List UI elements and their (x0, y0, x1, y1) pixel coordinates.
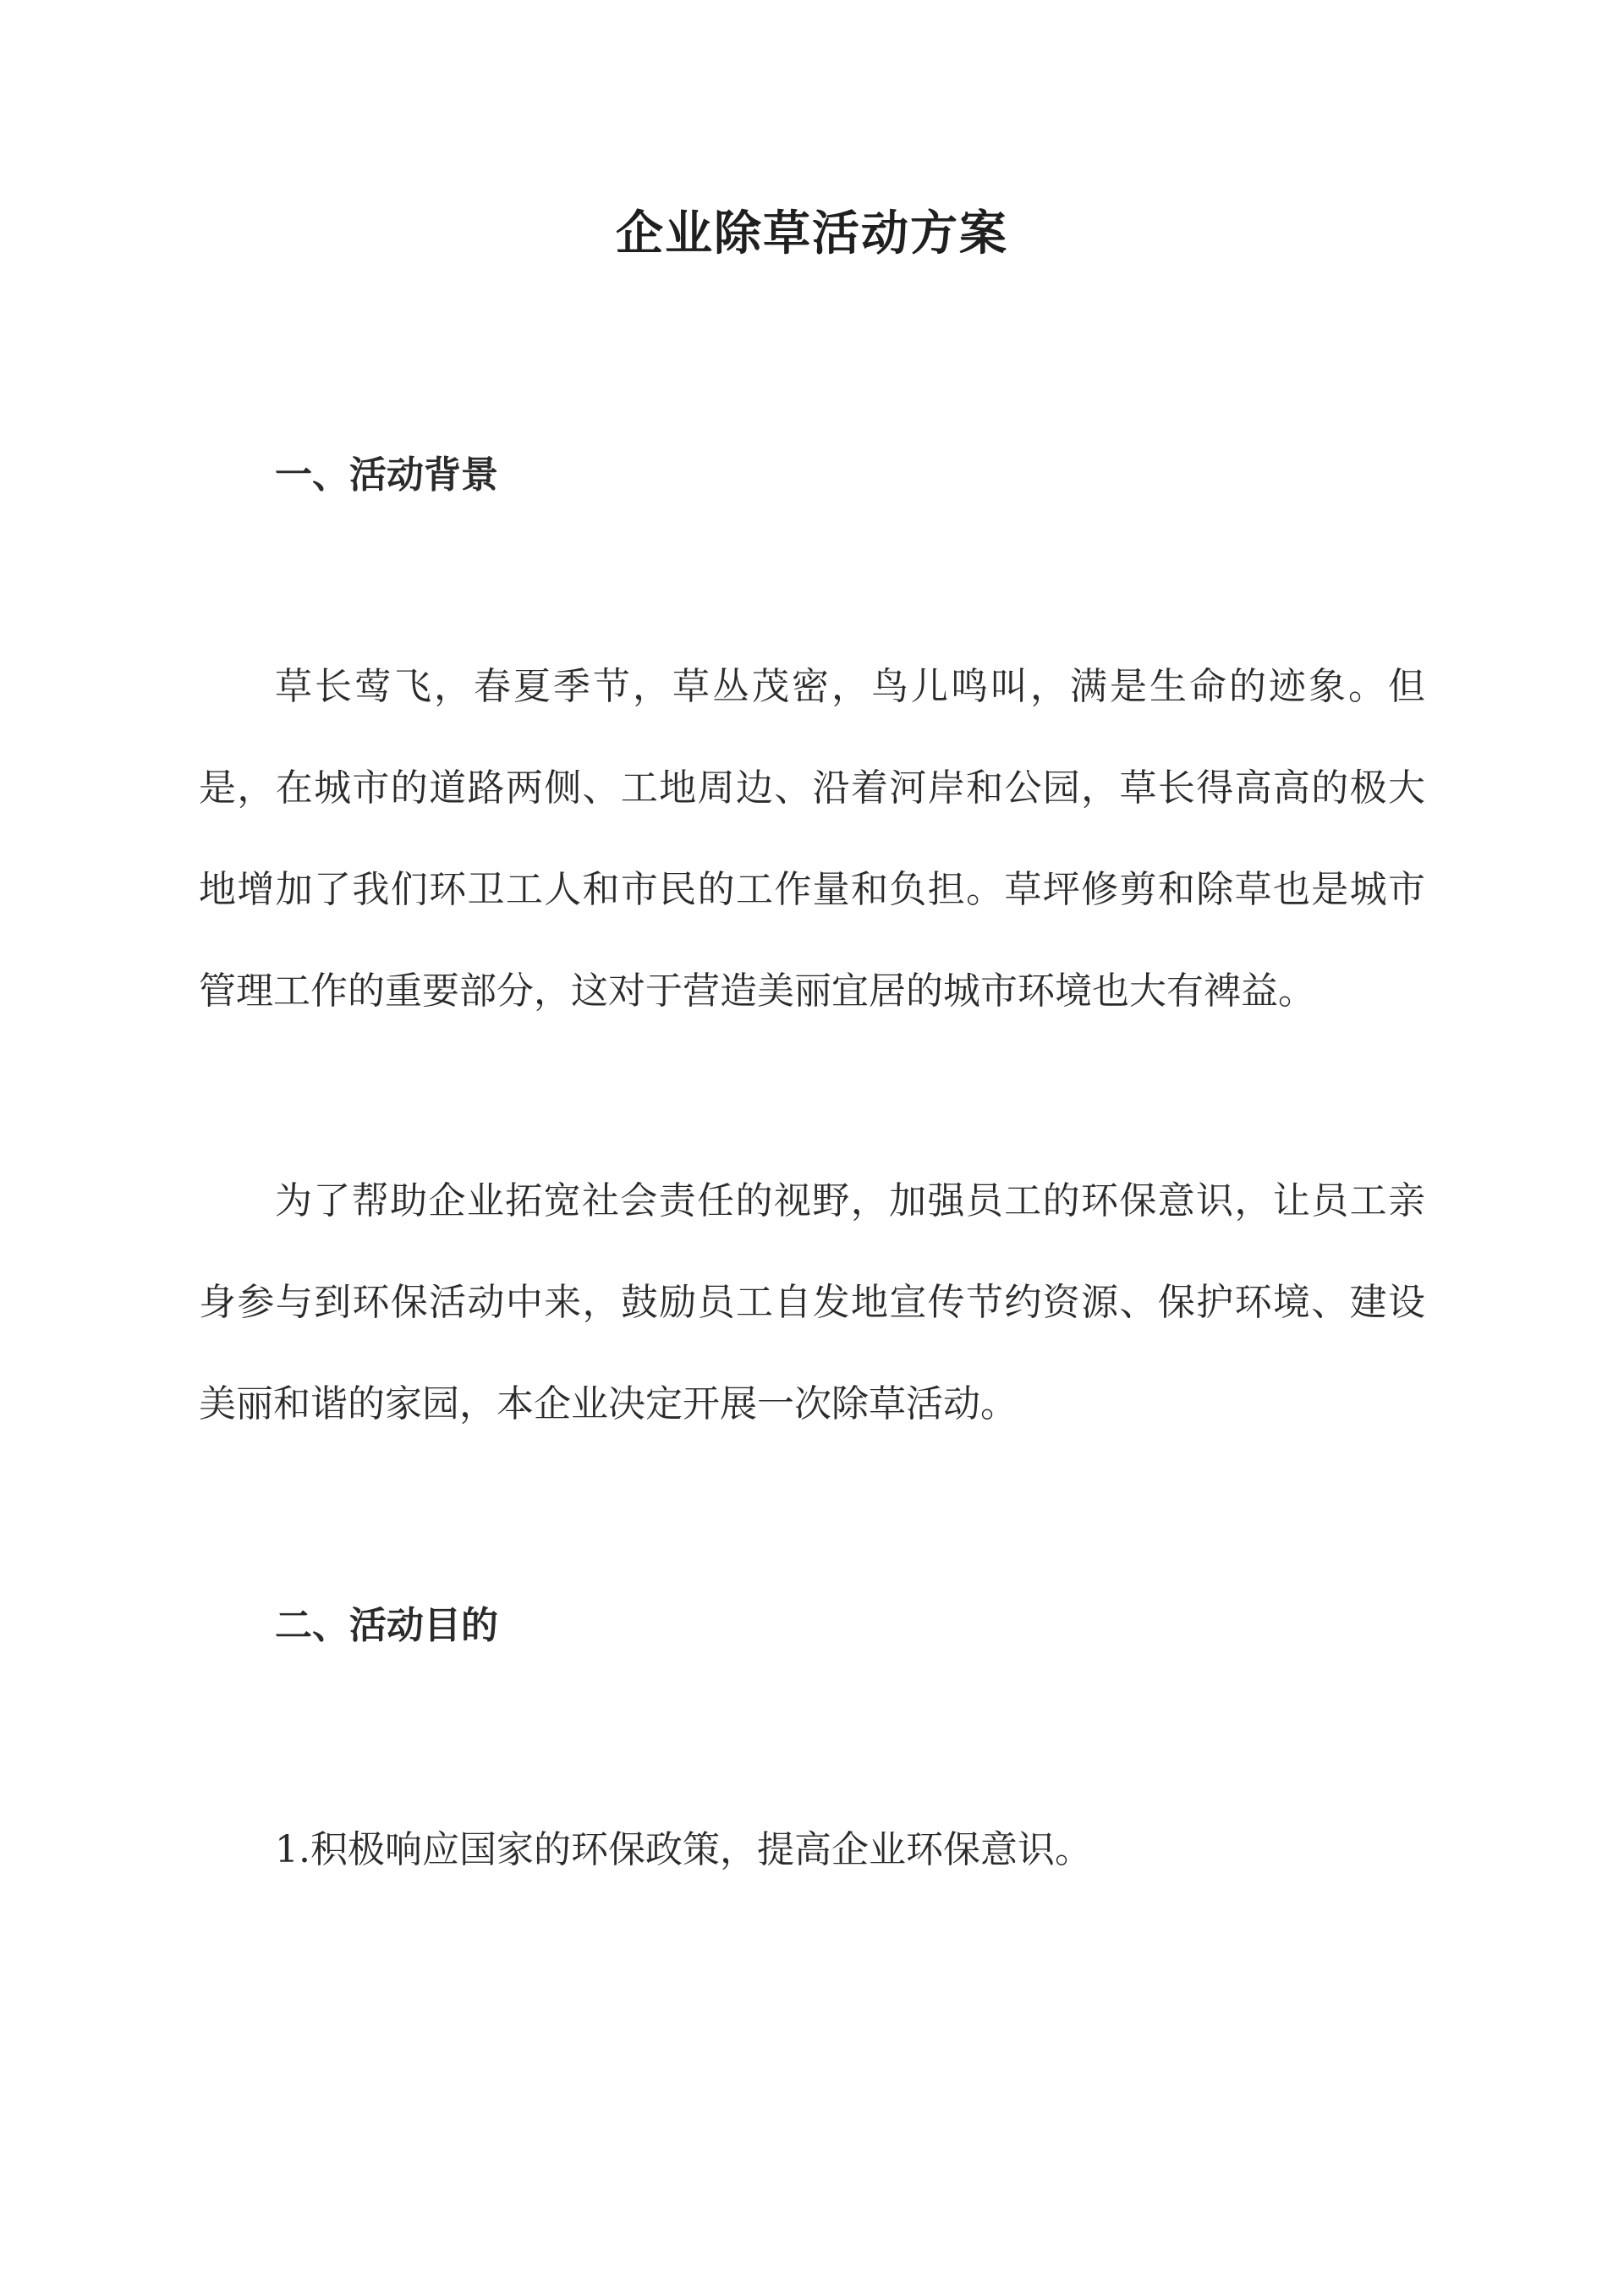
section-heading-purpose: 二、活动目的 (275, 1604, 498, 1647)
purpose-list-item-1: 1.积极响应国家的环保政策，提高企业环保意识。 (275, 1828, 1092, 1871)
background-paragraph-1: 草长莺飞，春夏季节，草丛茂密，鸟儿鸣叫，满是生命的迹象。但是，在城市的道路两侧、工地周边、沿着河岸和公园，草长得高高的极大地增加了我们环卫工人和市民的工作量和负担。草坪修剪和除草也是城市管理工作的重要部分，这对于营造美丽宜居的城市环境也大有裨益。 (199, 665, 1425, 1013)
document-title: 企业除草活动方案 (616, 206, 1008, 261)
background-paragraph-2: 为了帮助企业拓宽社会责任的视野，加强员工的环保意识，让员工亲身参与到环保活动中来，鼓励员工自发地宣传节约资源、保护环境、建设美丽和谐的家园，本企业决定开展一次除草活动。 (199, 1179, 1425, 1425)
section-heading-background: 一、活动背景 (275, 453, 498, 497)
